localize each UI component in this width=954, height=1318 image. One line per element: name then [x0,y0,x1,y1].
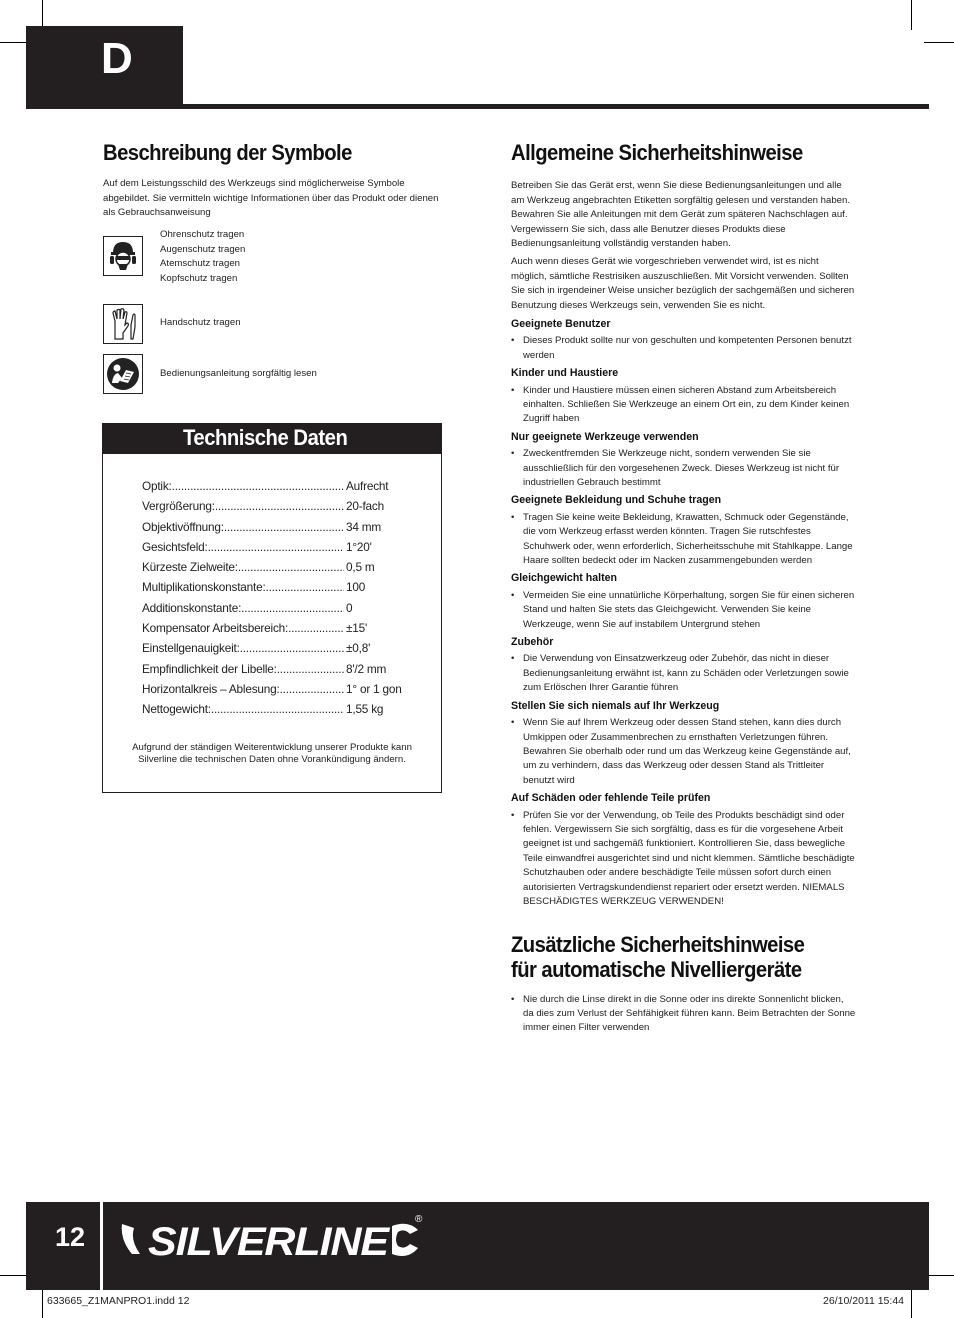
spec-leader [224,520,344,534]
spec-row [142,560,402,580]
spec-leader [215,499,344,513]
read-manual-icon [103,354,143,394]
footer-separator [100,1202,103,1290]
safety-general-title: Allgemeine Sicherheitshinweise [511,140,803,165]
bullet-item: • Wenn Sie auf Ihrem Werkzeug oder dessen Stand stehen, kann dies durch Umkippen oder Zusammenbrechen zu ernsthaften Verletzungen führen. Bewahren Sie oberhalb oder rund um das Werkzeug keine Gegenstände auf, um zu verhindern, dass das Werkzeug oder dessen Stand als Trittleiter benutzt wird [511,716,856,788]
symbol-line: Ohrenschutz tragen [160,229,245,240]
safety-extra-section [511,932,856,1039]
tech-data-header [103,424,441,454]
tech-data-title: Technische Daten [183,425,348,450]
spec-value: ±0,8' [346,641,371,656]
language-tab [26,26,183,109]
spec-value: ±15' [346,621,368,636]
symbols-section [103,140,443,221]
spec-label: Gesichtsfeld: [142,539,208,554]
spec-label: Optik: [142,479,172,493]
spec-row [142,621,402,641]
spec-row [142,682,402,702]
spec-label: Kompensator Arbeitsbereich: [142,621,289,636]
symbol-row [103,229,246,284]
bullet-item: • Kinder und Haustiere müssen einen sicheren Abstand zum Arbeitsbereich einhalten. Schließen Sie Werkzeuge an einem Ort ein, zu dem Kinder keinen Zugriff haben [511,384,856,427]
spec-value: 0 [346,600,353,615]
subsection-heading: Kinder und Haustiere [511,367,619,380]
spec-leader [238,560,344,574]
spec-leader [172,479,344,493]
header-rule [183,104,929,109]
spec-row [142,641,402,661]
safety-extra-body [511,993,856,1036]
spec-leader [211,702,344,716]
spec-label: Multiplikationskonstante: [142,580,266,595]
spec-value: 1,55 kg [346,702,384,717]
bullet-item: • Die Verwendung von Einsatzwerkzeug oder Zubehör, das nicht in dieser Bedienungsanleitung erwähnt ist, kann zu Schäden oder Verletzungen sowie zum Erlöschen Ihrer Garantie führen [511,652,856,695]
spec-leader [288,621,344,635]
spec-row [142,601,402,621]
safety-general-body [511,179,856,909]
spec-leader [241,601,344,615]
spec-value: 100 [346,580,366,595]
symbol-line: Augenschutz tragen [160,243,246,255]
brand-wordmark: SILVERLINE [148,1220,391,1264]
subsection-heading: Stellen Sie sich niemals auf Ihr Werkzeug [511,699,720,712]
safety-extra-title-line1: Zusätzliche Sicherheitshinweise [511,932,805,957]
spec-row [142,662,402,682]
spec-list [142,479,402,723]
safety-column [511,140,856,912]
spec-label: Kürzeste Zielweite: [142,560,238,575]
spec-value: 8'/2 mm [346,661,387,676]
spec-value: 1° or 1 gon [346,681,402,696]
date-slug: 26/10/2011 15:44 [823,1295,904,1307]
spec-label: Objektivöffnung: [142,519,224,534]
crop-mark [911,1288,912,1318]
spec-row [142,540,402,560]
subsection-heading: Geeignete Bekleidung und Schuhe tragen [511,494,722,507]
spec-row [142,499,402,519]
registered-mark: ® [415,1214,423,1225]
symbols-list [103,229,443,406]
protective-gear-text [160,228,245,286]
safety-paragraph: Auch wenn dieses Gerät wie vorgeschrieben verwendet wird, ist es nicht möglich, sämtliche Restrisiken auszuschließen. Mit Vorsicht verwenden. Sollten Sie sich in irgendeiner Weise unsicher bezüglich der sachgemäßen und sicheren Benutzung dieses Werkzeugs sein, verwenden Sie es nicht. [511,256,855,311]
spec-leader [240,641,344,655]
protective-gear-icon [103,236,143,276]
symbol-line: Handschutz tragen [160,317,241,328]
silverline-logo [118,1210,428,1277]
symbols-title: Beschreibung der Symbole [103,140,352,165]
symbols-intro: Auf dem Leistungsschild des Werkzeugs sind möglicherweise Symbole abgebildet. Sie vermitteln wichtige Informationen über das Produkt oder dienen als Gebrauchsanweisung [103,178,439,219]
spec-leader [280,682,344,696]
gloves-icon [103,304,143,344]
file-slug: 633665_Z1MANPRO1.indd 12 [47,1295,190,1307]
subsection-heading: Zubehör [511,636,554,649]
bullet-item: • Dieses Produkt sollte nur von geschulten und kompetenten Personen benutzt werden [511,334,856,363]
subsection-heading: Geeignete Benutzer [511,317,611,330]
tech-data-note: Aufgrund der ständigen Weiterentwicklung unserer Produkte kann Silverline die technischen Daten ohne Vorankündigung ändern. [132,742,412,766]
spec-row [142,520,402,540]
spec-leader [277,662,344,676]
spec-leader [266,580,344,594]
spec-label: Horizontalkreis – Ablesung: [142,681,280,696]
gloves-text [160,316,241,331]
tech-data-box [102,423,442,793]
symbol-line: Bedienungsanleitung sorgfältig lesen [160,368,317,379]
bullet-item: • Zweckentfremden Sie Werkzeuge nicht, sondern verwenden Sie sie ausschließlich für den vorgesehenen Zweck. Dieses Werkzeug ist nicht für industriellen Gebrauch bestimmt [511,447,856,490]
bullet-item: • Tragen Sie keine weite Bekleidung, Krawatten, Schmuck oder Gegenstände, die vom Werkzeug erfasst werden könnten. Tragen Sie rutschfestes Schuhwerk oder, wenn erforderlich, Sicherheitsschuhe mit Stahlkappe. Lange Haare sollten bedeckt oder im Nacken zusammengebunden werden [511,511,856,569]
symbol-line: Kopfschutz tragen [160,272,238,284]
spec-row [142,702,402,722]
spec-label: Additionskonstante: [142,600,242,615]
safety-extra-title-line2: für automatische Nivelliergeräte [511,957,802,983]
symbol-line: Atemschutz tragen [160,258,240,270]
crop-mark [911,0,912,30]
spec-row [142,580,402,600]
spec-leader [208,540,344,554]
subsection-heading: Gleichgewicht halten [511,572,617,585]
symbol-row [103,304,241,344]
symbol-row [103,354,317,394]
spec-row [142,479,402,499]
subsection-heading: Auf Schäden oder fehlende Teile prüfen [511,792,711,805]
spec-value: 0,5 m [346,560,375,575]
bullet-item: • Nie durch die Linse direkt in die Sonne oder ins direkte Sonnenlicht blicken, da dies zum Verlust der Sehfähigkeit führen kann. Beim Betrachten der Sonne immer einen Filter verwenden [511,993,856,1036]
spec-value: 34 mm [346,519,382,534]
bullet-item: • Prüfen Sie vor der Verwendung, ob Teile des Produkts beschädigt sind oder fehlen. Vergewissern Sie sich sorgfältig, dass es für die vorgesehene Arbeit geeignet ist und sachgemäß funktioniert. Kontrollieren Sie, dass bewegliche Teile einwandfrei ausgerichtet sind und nicht klemmen. Sämtliche beschädigte Schutzhauben oder andere beschädigte Teile müssen sofort durch einen autorisierten Vertragskundendienst repariert oder ersetzt werden. NIEMALS BESCHÄDIGTES WERKZEUG VERWENDEN! [511,809,856,910]
spec-value: Aufrecht [346,479,389,493]
subsection-heading: Nur geeignete Werkzeuge verwenden [511,430,699,443]
safety-paragraph: Betreiben Sie das Gerät erst, wenn Sie diese Bedienungsanleitungen und alle am Werkzeug angebrachten Etiketten sorgfältig gelesen und verstanden haben. Bewahren Sie alle Anleitungen mit dem Gerät zum späteren Nachschlagen auf. Vergewissern Sie sich, dass alle Benutzer dieses Produkts diese Bedienungsanleitung vollständig verstanden haben. [511,180,851,249]
spec-label: Empfindlichkeit der Libelle: [142,661,277,676]
crop-mark [924,42,954,43]
spec-value: 20-fach [346,499,384,514]
bullet-item: • Vermeiden Sie eine unnatürliche Körperhaltung, sorgen Sie für einen sicheren Stand und halten Sie stets das Gleichgewicht. Verwenden Sie keine Werkzeuge, wenn Sie auf instabilem Untergrund stehen [511,589,856,632]
spec-label: Vergrößerung: [142,499,215,514]
spec-label: Nettogewicht: [142,702,211,717]
spec-label: Einstellgenauigkeit: [142,641,240,656]
spec-value: 1°20' [346,539,372,554]
read-manual-text [160,367,317,382]
crop-mark [42,1288,43,1318]
language-code: D [101,34,133,83]
page-number: 12 [55,1222,86,1252]
